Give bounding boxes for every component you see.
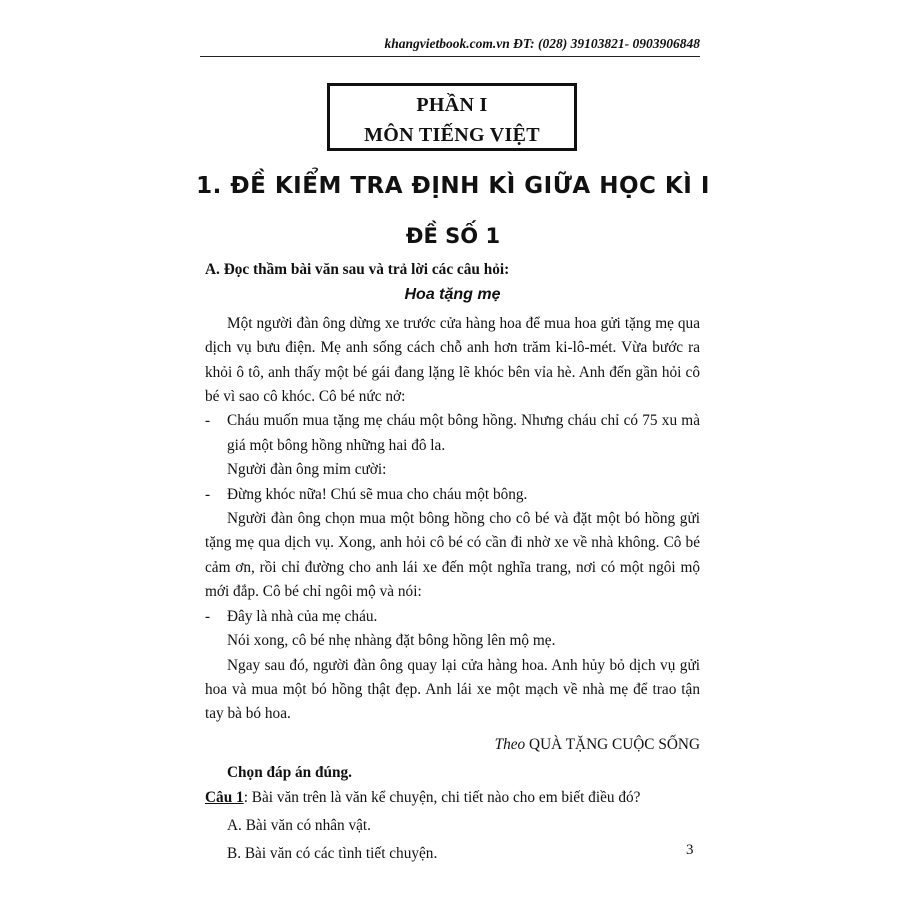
page-header: khangvietbook.com.vn ĐT: (028) 39103821- 0903906848: [384, 36, 700, 51]
question-1-text: : Bài văn trên là văn kể chuyện, chi tiết nào cho em biết điều đó?: [243, 788, 641, 806]
dialogue-text-2: Đừng khóc nữa! Chú sẽ mua cho cháu một bông.: [227, 485, 528, 503]
story-paragraph-1: Một người đàn ông dừng xe trước cửa hàng hoa để mua hoa gửi tặng mẹ qua dịch vụ bưu điện. Mẹ anh sống cách chỗ anh hơn trăm ki-lô-mét. Vừa bước ra khỏi ô tô, anh thấy một bé gái đang lặng lẽ khóc bên vỉa hè. Anh đến gần hỏi cô bé vì sao cô khóc. Cô bé nức nở:: [205, 314, 700, 406]
document-body: [205, 258, 700, 867]
question-1-option-a: A. Bài văn có nhân vật.: [227, 816, 372, 834]
dialogue-line-2: [205, 483, 700, 507]
page-number: 3: [686, 842, 694, 858]
choose-answer-label: Chọn đáp án đúng.: [227, 764, 352, 782]
source-prefix: Theo: [494, 735, 526, 753]
story-paragraph-3: Người đàn ông chọn mua một bông hồng cho cô bé và đặt một bó hồng gửi tặng mẹ qua dịch vụ. Xong, anh hỏi cô bé có cần đi nhờ xe về nhà không. Cô bé cảm ơn, rồi chỉ đường cho anh lái xe đến một nghĩa trang, nơi có một ngôi mộ mới đắp. Cô bé chỉ ngôi mộ và nói:: [205, 510, 700, 601]
story-paragraph-4: Nói xong, cô bé nhẹ nhàng đặt bông hồng lên mộ mẹ.: [227, 632, 556, 650]
dialogue-dash: -: [205, 607, 211, 625]
source-name: QUÀ TẶNG CUỘC SỐNG: [529, 735, 700, 753]
part-title-line2: MÔN TIẾNG VIỆT: [364, 124, 540, 146]
dialogue-text-3: Đây là nhà của mẹ cháu.: [227, 607, 378, 625]
story-title: Hoa tặng mẹ: [404, 286, 501, 304]
question-1-label: Câu 1: [205, 788, 244, 806]
question-1: [205, 786, 700, 810]
part-title-box: [327, 83, 577, 151]
exam-title: ĐỀ SỐ 1: [405, 224, 501, 248]
part-title-line1: PHẦN I: [416, 94, 488, 116]
story-source: [205, 733, 700, 757]
dialogue-dash: -: [205, 412, 211, 430]
header-rule: [200, 56, 700, 57]
story-paragraph-5: Ngay sau đó, người đàn ông quay lại cửa hàng hoa. Anh hủy bỏ dịch vụ gửi hoa và mua một bó hồng thật đẹp. Anh lái xe một mạch về nhà mẹ để trao tận tay bà bó hoa.: [205, 656, 700, 723]
dialogue-line-1: [205, 409, 700, 458]
dialogue-text-1: Cháu muốn mua tặng mẹ cháu một bông hồng. Nhưng cháu chỉ có 75 xu mà giá một bông hồng những hai đô la.: [227, 412, 700, 454]
question-1-option-b: B. Bài văn có các tình tiết chuyện.: [227, 845, 438, 863]
section-title: 1. ĐỀ KIỂM TRA ĐỊNH KÌ GIỮA HỌC KÌ I: [196, 173, 710, 199]
dialogue-line-3: [205, 605, 700, 629]
dialogue-dash: -: [205, 485, 211, 503]
story-paragraph-2: Người đàn ông mỉm cười:: [227, 461, 387, 479]
reading-instruction: A. Đọc thầm bài văn sau và trả lời các câu hỏi:: [205, 261, 510, 278]
